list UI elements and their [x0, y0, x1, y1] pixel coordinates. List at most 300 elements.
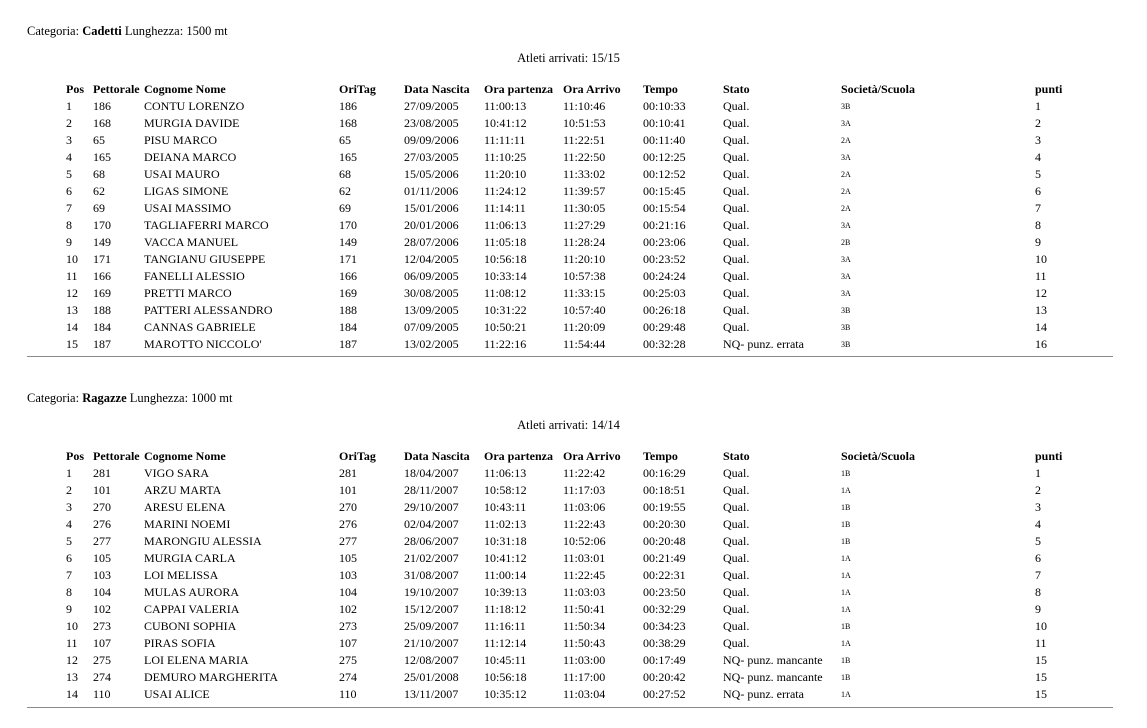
- cell-finish-time: 11:50:43: [563, 636, 606, 650]
- table-header-row: [66, 81, 1076, 98]
- cell-school: 1B: [841, 673, 851, 682]
- table-row: [66, 584, 1076, 601]
- cell-school: 1B: [841, 622, 851, 631]
- cell-time: 00:15:45: [643, 184, 686, 198]
- table-row: [66, 285, 1076, 302]
- cell-name: MURGIA CARLA: [144, 551, 236, 565]
- cell-oritag: 281: [339, 466, 357, 480]
- cell-pos: 4: [66, 517, 72, 531]
- cell-time: 00:22:31: [643, 568, 686, 582]
- cell-oritag: 277: [339, 534, 357, 548]
- cell-points: 2: [1035, 483, 1041, 497]
- cell-status: Qual.: [723, 585, 750, 599]
- cell-bib: 62: [93, 184, 105, 198]
- cell-school: 3A: [841, 272, 851, 281]
- cell-bib: 273: [93, 619, 111, 633]
- cell-bib: 103: [93, 568, 111, 582]
- cell-oritag: 270: [339, 500, 357, 514]
- cell-start-time: 11:18:12: [484, 602, 527, 616]
- cell-points: 1: [1035, 99, 1041, 113]
- cell-school: 1A: [841, 639, 851, 648]
- table-body: [66, 98, 1076, 353]
- cell-pos: 6: [66, 184, 72, 198]
- table-row: [66, 499, 1076, 516]
- cell-name: FANELLI ALESSIO: [144, 269, 245, 283]
- cell-bib: 171: [93, 252, 111, 266]
- cell-start-time: 10:41:12: [484, 551, 527, 565]
- cell-bib: 149: [93, 235, 111, 249]
- table-row: [66, 652, 1076, 669]
- table-row: [66, 183, 1076, 200]
- cell-bib: 275: [93, 653, 111, 667]
- cell-name: VIGO SARA: [144, 466, 210, 480]
- cell-pos: 3: [66, 133, 72, 147]
- results-table: [66, 448, 1076, 703]
- cell-oritag: 273: [339, 619, 357, 633]
- cell-status: Qual.: [723, 201, 750, 215]
- cell-points: 9: [1035, 235, 1041, 249]
- cell-name: CAPPAI VALERIA: [144, 602, 240, 616]
- category-label: Categoria:: [27, 391, 83, 405]
- column-header-start-time: Ora partenza: [484, 449, 553, 463]
- cell-oritag: 104: [339, 585, 357, 599]
- cell-finish-time: 11:39:57: [563, 184, 606, 198]
- cell-time: 00:21:16: [643, 218, 686, 232]
- cell-points: 1: [1035, 466, 1041, 480]
- cell-oritag: 65: [339, 133, 351, 147]
- column-header-pos: Pos: [66, 82, 84, 96]
- length-label: Lunghezza: 1000 mt: [126, 391, 233, 405]
- cell-name: TANGIANU GIUSEPPE: [144, 252, 266, 266]
- cell-finish-time: 11:03:00: [563, 653, 606, 667]
- cell-start-time: 11:24:12: [484, 184, 527, 198]
- cell-pos: 8: [66, 585, 72, 599]
- cell-points: 15: [1035, 653, 1047, 667]
- cell-status: Qual.: [723, 466, 750, 480]
- cell-name: PRETTI MARCO: [144, 286, 232, 300]
- cell-status: Qual.: [723, 517, 750, 531]
- cell-school: 1A: [841, 554, 851, 563]
- arrived-text: Atleti arrivati: 15/15: [517, 51, 620, 65]
- cell-status: Qual.: [723, 133, 750, 147]
- cell-start-time: 10:56:18: [484, 670, 527, 684]
- cell-points: 15: [1035, 687, 1047, 701]
- cell-finish-time: 11:33:02: [563, 167, 606, 181]
- cell-status: Qual.: [723, 636, 750, 650]
- cell-points: 6: [1035, 184, 1041, 198]
- cell-points: 10: [1035, 619, 1047, 633]
- cell-birth-date: 13/11/2007: [404, 687, 459, 701]
- cell-start-time: 11:11:11: [484, 133, 526, 147]
- column-header-birth-date: Data Nascita: [404, 82, 470, 96]
- cell-bib: 188: [93, 303, 111, 317]
- cell-start-time: 11:08:12: [484, 286, 527, 300]
- cell-start-time: 11:12:14: [484, 636, 527, 650]
- cell-bib: 69: [93, 201, 105, 215]
- cell-start-time: 11:14:11: [484, 201, 526, 215]
- table-row: [66, 686, 1076, 703]
- cell-name: TAGLIAFERRI MARCO: [144, 218, 269, 232]
- cell-birth-date: 01/11/2006: [404, 184, 459, 198]
- cell-finish-time: 11:20:10: [563, 252, 606, 266]
- column-header-time: Tempo: [643, 82, 678, 96]
- cell-finish-time: 11:22:43: [563, 517, 606, 531]
- cell-birth-date: 27/09/2005: [404, 99, 459, 113]
- cell-name: MARINI NOEMI: [144, 517, 231, 531]
- cell-bib: 101: [93, 483, 111, 497]
- cell-points: 7: [1035, 201, 1041, 215]
- cell-points: 4: [1035, 517, 1041, 531]
- cell-name: DEMURO MARGHERITA: [144, 670, 279, 684]
- cell-school: 2A: [841, 170, 851, 179]
- cell-pos: 5: [66, 534, 72, 548]
- cell-birth-date: 28/07/2006: [404, 235, 459, 249]
- cell-bib: 276: [93, 517, 111, 531]
- cell-start-time: 11:05:18: [484, 235, 527, 249]
- cell-birth-date: 27/03/2005: [404, 150, 459, 164]
- cell-name: USAI MAURO: [144, 167, 220, 181]
- length-label: Lunghezza: 1500 mt: [121, 24, 228, 38]
- cell-bib: 170: [93, 218, 111, 232]
- cell-bib: 169: [93, 286, 111, 300]
- cell-name: MARONGIU ALESSIA: [144, 534, 262, 548]
- cell-pos: 1: [66, 99, 72, 113]
- cell-oritag: 170: [339, 218, 357, 232]
- table-row: [66, 132, 1076, 149]
- cell-time: 00:10:41: [643, 116, 686, 130]
- cell-finish-time: 11:22:42: [563, 466, 606, 480]
- cell-oritag: 187: [339, 337, 357, 351]
- cell-status: Qual.: [723, 551, 750, 565]
- cell-birth-date: 15/12/2007: [404, 602, 459, 616]
- cell-pos: 2: [66, 483, 72, 497]
- cell-pos: 4: [66, 150, 72, 164]
- table-row: [66, 166, 1076, 183]
- table-row: [66, 319, 1076, 336]
- cell-finish-time: 11:20:09: [563, 320, 606, 334]
- cell-name: PIRAS SOFIA: [144, 636, 216, 650]
- athletes-arrived: [0, 418, 1147, 433]
- section-divider: [27, 356, 1113, 357]
- cell-birth-date: 12/04/2005: [404, 252, 459, 266]
- cell-name: LOI ELENA MARIA: [144, 653, 249, 667]
- cell-oritag: 168: [339, 116, 357, 130]
- cell-points: 8: [1035, 218, 1041, 232]
- cell-points: 5: [1035, 167, 1041, 181]
- cell-school: 1B: [841, 656, 851, 665]
- cell-birth-date: 13/02/2005: [404, 337, 459, 351]
- cell-school: 2A: [841, 204, 851, 213]
- cell-status: Qual.: [723, 235, 750, 249]
- column-header-finish-time: Ora Arrivo: [563, 82, 621, 96]
- cell-school: 3B: [841, 306, 851, 315]
- cell-oritag: 276: [339, 517, 357, 531]
- cell-status: Qual.: [723, 218, 750, 232]
- column-header-finish-time: Ora Arrivo: [563, 449, 621, 463]
- table-row: [66, 669, 1076, 686]
- cell-school: 1B: [841, 520, 851, 529]
- cell-finish-time: 11:50:41: [563, 602, 606, 616]
- cell-time: 00:17:49: [643, 653, 686, 667]
- cell-birth-date: 07/09/2005: [404, 320, 459, 334]
- cell-pos: 12: [66, 286, 78, 300]
- cell-status: Qual.: [723, 269, 750, 283]
- cell-oritag: 101: [339, 483, 357, 497]
- cell-points: 2: [1035, 116, 1041, 130]
- cell-name: MURGIA DAVIDE: [144, 116, 240, 130]
- cell-oritag: 188: [339, 303, 357, 317]
- cell-name: CUBONI SOPHIA: [144, 619, 237, 633]
- cell-start-time: 10:31:22: [484, 303, 527, 317]
- table-row: [66, 336, 1076, 353]
- cell-name: PATTERI ALESSANDRO: [144, 303, 273, 317]
- cell-status: Qual.: [723, 252, 750, 266]
- cell-school: 1B: [841, 537, 851, 546]
- cell-birth-date: 29/10/2007: [404, 500, 459, 514]
- cell-birth-date: 21/10/2007: [404, 636, 459, 650]
- cell-name: VACCA MANUEL: [144, 235, 239, 249]
- cell-finish-time: 11:03:03: [563, 585, 606, 599]
- cell-time: 00:26:18: [643, 303, 686, 317]
- cell-school: 3A: [841, 119, 851, 128]
- cell-birth-date: 09/09/2006: [404, 133, 459, 147]
- cell-bib: 166: [93, 269, 111, 283]
- cell-pos: 9: [66, 602, 72, 616]
- cell-finish-time: 11:28:24: [563, 235, 606, 249]
- cell-bib: 110: [93, 687, 111, 701]
- cell-school: 2B: [841, 238, 851, 247]
- cell-points: 14: [1035, 320, 1047, 334]
- cell-time: 00:29:48: [643, 320, 686, 334]
- table-row: [66, 550, 1076, 567]
- cell-pos: 15: [66, 337, 78, 351]
- results-table: [66, 81, 1076, 353]
- cell-time: 00:12:52: [643, 167, 686, 181]
- cell-bib: 277: [93, 534, 111, 548]
- cell-pos: 1: [66, 466, 72, 480]
- cell-oritag: 105: [339, 551, 357, 565]
- cell-birth-date: 20/01/2006: [404, 218, 459, 232]
- cell-time: 00:21:49: [643, 551, 686, 565]
- cell-bib: 65: [93, 133, 105, 147]
- cell-status: Qual.: [723, 116, 750, 130]
- column-header-status: Stato: [723, 82, 750, 96]
- cell-time: 00:23:06: [643, 235, 686, 249]
- cell-finish-time: 11:17:00: [563, 670, 606, 684]
- cell-status: Qual.: [723, 534, 750, 548]
- table-row: [66, 482, 1076, 499]
- table-row: [66, 601, 1076, 618]
- cell-birth-date: 21/02/2007: [404, 551, 459, 565]
- cell-finish-time: 11:22:45: [563, 568, 606, 582]
- cell-finish-time: 10:52:06: [563, 534, 606, 548]
- cell-finish-time: 11:22:51: [563, 133, 606, 147]
- cell-birth-date: 25/01/2008: [404, 670, 459, 684]
- cell-finish-time: 11:10:46: [563, 99, 606, 113]
- cell-start-time: 11:02:13: [484, 517, 527, 531]
- column-header-school: Società/Scuola: [841, 449, 915, 463]
- cell-status: NQ- punz. mancante: [723, 670, 823, 684]
- cell-time: 00:24:24: [643, 269, 686, 283]
- cell-points: 11: [1035, 269, 1047, 283]
- cell-status: Qual.: [723, 99, 750, 113]
- cell-finish-time: 11:03:01: [563, 551, 606, 565]
- cell-status: Qual.: [723, 167, 750, 181]
- column-header-name: Cognome Nome: [144, 449, 226, 463]
- column-header-oritag: OriTag: [339, 82, 376, 96]
- cell-finish-time: 11:54:44: [563, 337, 606, 351]
- cell-start-time: 10:35:12: [484, 687, 527, 701]
- cell-oritag: 166: [339, 269, 357, 283]
- cell-school: 3B: [841, 102, 851, 111]
- cell-finish-time: 11:03:04: [563, 687, 606, 701]
- cell-finish-time: 11:17:03: [563, 483, 606, 497]
- cell-name: USAI ALICE: [144, 687, 210, 701]
- cell-start-time: 10:39:13: [484, 585, 527, 599]
- cell-time: 00:12:25: [643, 150, 686, 164]
- cell-pos: 14: [66, 320, 78, 334]
- cell-bib: 102: [93, 602, 111, 616]
- category-name: Cadetti: [82, 24, 122, 38]
- category-label: Categoria:: [27, 24, 83, 38]
- cell-time: 00:38:29: [643, 636, 686, 650]
- cell-pos: 13: [66, 303, 78, 317]
- cell-status: NQ- punz. errata: [723, 337, 804, 351]
- cell-bib: 184: [93, 320, 111, 334]
- cell-oritag: 69: [339, 201, 351, 215]
- column-header-points: punti: [1035, 82, 1063, 96]
- cell-bib: 68: [93, 167, 105, 181]
- section-divider: [27, 707, 1113, 708]
- cell-oritag: 274: [339, 670, 357, 684]
- column-header-oritag: OriTag: [339, 449, 376, 463]
- cell-oritag: 62: [339, 184, 351, 198]
- cell-school: 3A: [841, 221, 851, 230]
- cell-pos: 13: [66, 670, 78, 684]
- cell-birth-date: 18/04/2007: [404, 466, 459, 480]
- cell-oritag: 171: [339, 252, 357, 266]
- cell-time: 00:34:23: [643, 619, 686, 633]
- cell-bib: 186: [93, 99, 111, 113]
- cell-school: 2A: [841, 187, 851, 196]
- cell-oritag: 169: [339, 286, 357, 300]
- cell-points: 13: [1035, 303, 1047, 317]
- cell-bib: 187: [93, 337, 111, 351]
- cell-birth-date: 06/09/2005: [404, 269, 459, 283]
- cell-oritag: 184: [339, 320, 357, 334]
- column-header-status: Stato: [723, 449, 750, 463]
- cell-status: Qual.: [723, 320, 750, 334]
- cell-name: ARESU ELENA: [144, 500, 226, 514]
- cell-name: MAROTTO NICCOLO': [144, 337, 262, 351]
- cell-oritag: 110: [339, 687, 357, 701]
- cell-birth-date: 30/08/2005: [404, 286, 459, 300]
- arrived-text: Atleti arrivati: 14/14: [517, 418, 620, 432]
- cell-bib: 274: [93, 670, 111, 684]
- cell-pos: 11: [66, 269, 78, 283]
- cell-pos: 3: [66, 500, 72, 514]
- cell-start-time: 11:10:25: [484, 150, 527, 164]
- cell-time: 00:19:55: [643, 500, 686, 514]
- cell-name: PISU MARCO: [144, 133, 218, 147]
- cell-oritag: 275: [339, 653, 357, 667]
- cell-bib: 105: [93, 551, 111, 565]
- cell-pos: 11: [66, 636, 78, 650]
- cell-finish-time: 10:57:38: [563, 269, 606, 283]
- cell-birth-date: 12/08/2007: [404, 653, 459, 667]
- column-header-points: punti: [1035, 449, 1063, 463]
- cell-points: 3: [1035, 133, 1041, 147]
- cell-start-time: 10:31:18: [484, 534, 527, 548]
- table-row: [66, 516, 1076, 533]
- cell-start-time: 11:06:13: [484, 218, 527, 232]
- table-row: [66, 115, 1076, 132]
- cell-finish-time: 11:22:50: [563, 150, 606, 164]
- cell-start-time: 11:22:16: [484, 337, 527, 351]
- cell-pos: 12: [66, 653, 78, 667]
- cell-finish-time: 11:50:34: [563, 619, 606, 633]
- cell-school: 1A: [841, 588, 851, 597]
- cell-time: 00:27:52: [643, 687, 686, 701]
- table-row: [66, 149, 1076, 166]
- table-row: [66, 268, 1076, 285]
- cell-status: Qual.: [723, 500, 750, 514]
- cell-finish-time: 11:30:05: [563, 201, 606, 215]
- cell-time: 00:32:29: [643, 602, 686, 616]
- cell-pos: 14: [66, 687, 78, 701]
- cell-status: Qual.: [723, 286, 750, 300]
- cell-oritag: 149: [339, 235, 357, 249]
- column-header-time: Tempo: [643, 449, 678, 463]
- cell-birth-date: 19/10/2007: [404, 585, 459, 599]
- category-heading: [27, 24, 228, 39]
- cell-status: Qual.: [723, 602, 750, 616]
- cell-points: 8: [1035, 585, 1041, 599]
- cell-start-time: 11:16:11: [484, 619, 526, 633]
- cell-school: 1A: [841, 571, 851, 580]
- cell-time: 00:23:52: [643, 252, 686, 266]
- table-row: [66, 302, 1076, 319]
- cell-name: USAI MASSIMO: [144, 201, 232, 215]
- column-header-school: Società/Scuola: [841, 82, 915, 96]
- cell-status: NQ- punz. mancante: [723, 653, 823, 667]
- cell-name: MULAS AURORA: [144, 585, 240, 599]
- cell-school: 3B: [841, 323, 851, 332]
- cell-bib: 104: [93, 585, 111, 599]
- cell-bib: 107: [93, 636, 111, 650]
- cell-name: LIGAS SIMONE: [144, 184, 229, 198]
- cell-school: 1A: [841, 605, 851, 614]
- cell-oritag: 103: [339, 568, 357, 582]
- column-header-bib: Pettorale: [93, 82, 140, 96]
- cell-pos: 8: [66, 218, 72, 232]
- category-name: Ragazze: [82, 391, 127, 405]
- cell-birth-date: 25/09/2007: [404, 619, 459, 633]
- cell-pos: 6: [66, 551, 72, 565]
- cell-time: 00:10:33: [643, 99, 686, 113]
- cell-time: 00:18:51: [643, 483, 686, 497]
- cell-school: 3A: [841, 255, 851, 264]
- cell-time: 00:32:28: [643, 337, 686, 351]
- cell-oritag: 102: [339, 602, 357, 616]
- cell-start-time: 10:43:11: [484, 500, 527, 514]
- table-row: [66, 635, 1076, 652]
- cell-name: DEIANA MARCO: [144, 150, 237, 164]
- cell-time: 00:20:42: [643, 670, 686, 684]
- table-row: [66, 234, 1076, 251]
- cell-bib: 165: [93, 150, 111, 164]
- cell-points: 7: [1035, 568, 1041, 582]
